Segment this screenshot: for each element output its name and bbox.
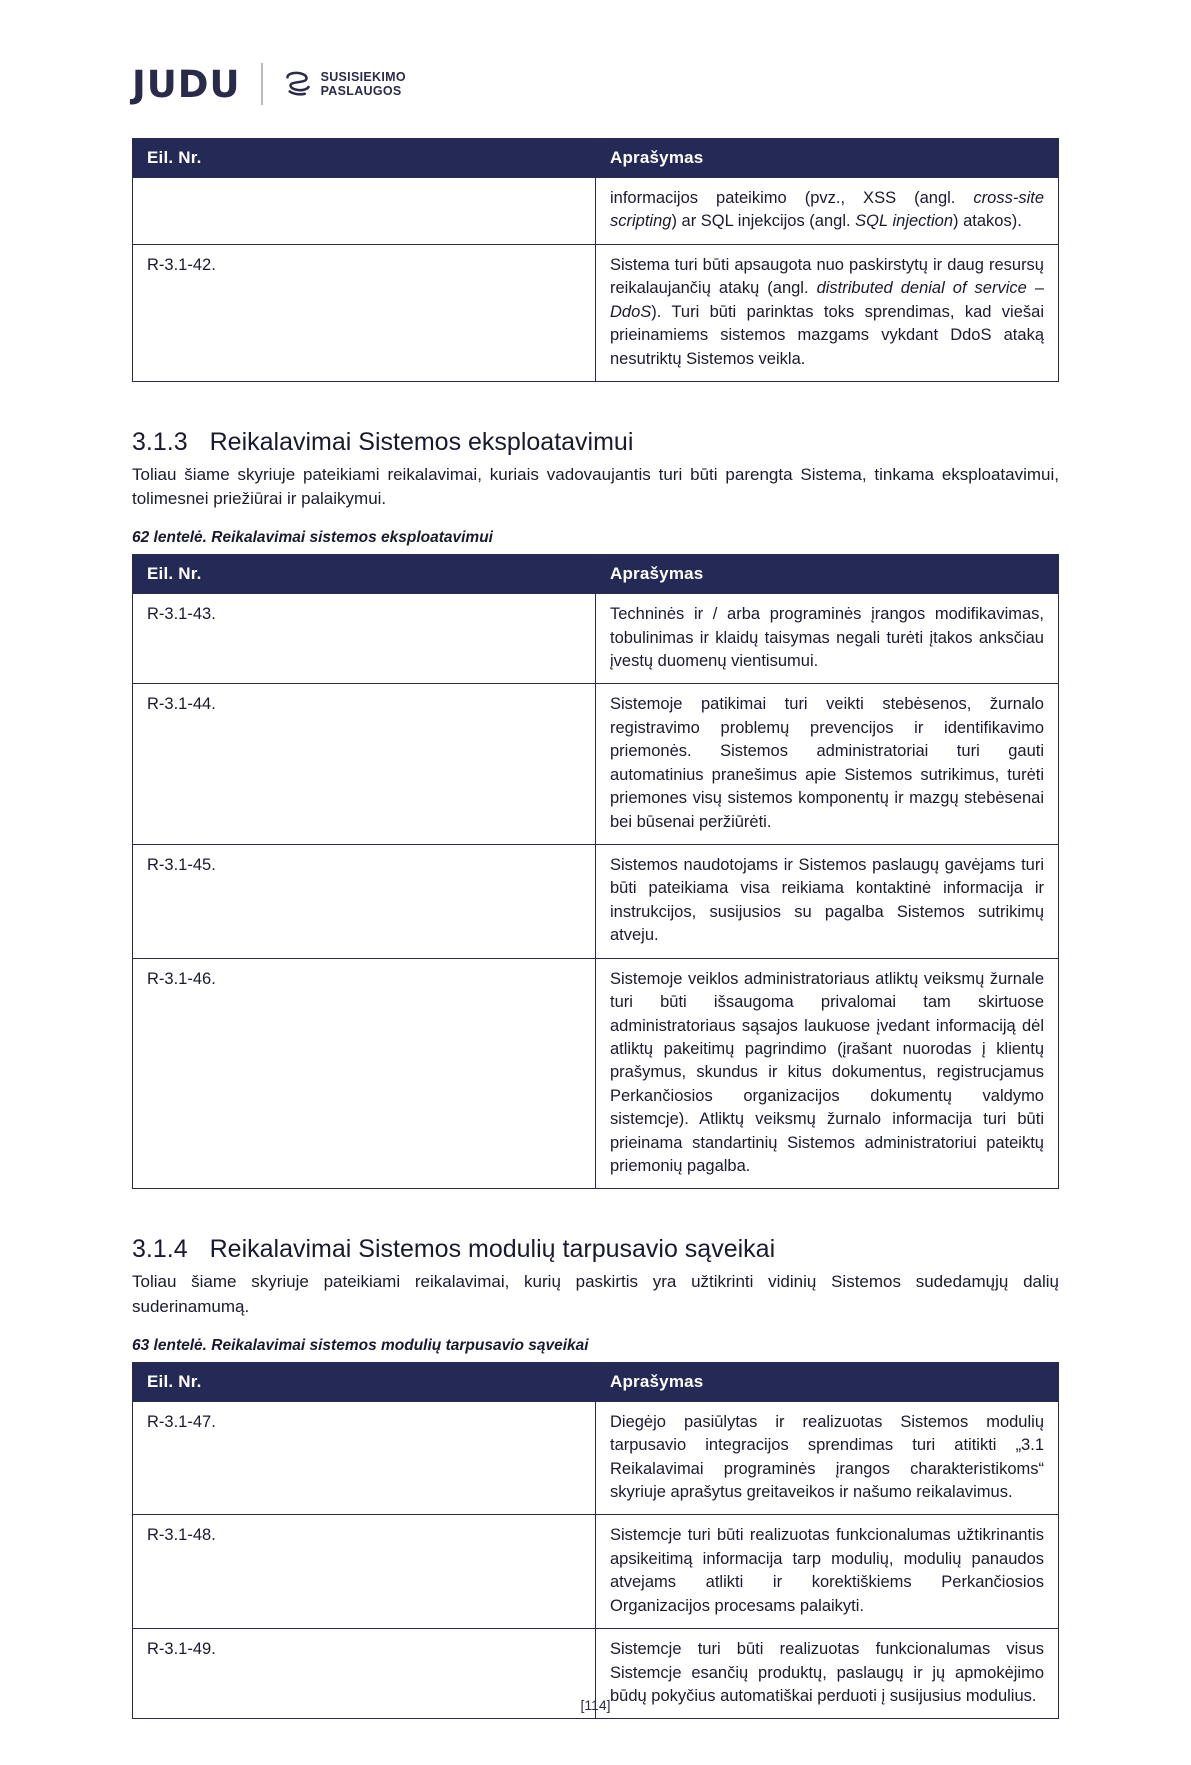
section-title: Reikalavimai Sistemos eksploatavimui [209,427,634,456]
cell-desc: Sistemoje patikimai turi veikti stebėsenos, žurnalo registravimo problemų prevencijos ir identifikavimo priemonės. Sistemos administratoriai turi gauti automatinius pranešimus apie Sistemos sutrikimus, turėti priemones visų sistemos komponentų ir mazgų stebėsenai bei būsenai peržiūrėti. [596,684,1059,845]
cell-desc: Sistemoje veiklos administratoriaus atliktų veiksmų žurnale turi būti išsaugoma privalomai tam skirtuose administratoriaus sąsajos laukuose įvedant informaciją dėl atliktų pakeitimų pagrindimo (įrašant nuorodas į klientų prašymus, skundus ir kitus dokumentus, registrucjamus Perkančiosios organizacijos dokumentų valdymo sistemcje). Atliktų veiksmų žurnalo informacija turi būti prieinama standartinių Sistemos administratoriui pateiktų priemonių pagalba. [596,958,1059,1189]
section-intro-313: Toliau šiame skyriuje pateikiami reikalavimai, kuriais vadovaujantis turi būti parengta Sistema, tinkama eksploatavimui, tolimesnei priežiūrai ir palaikymui. [132,464,1059,509]
column-header-desc: Aprašymas [596,1362,1059,1401]
section-number: 3.1.4 [132,1235,188,1264]
table-row [133,845,1059,959]
logo-divider [261,63,263,105]
requirements-table-continued [132,138,1059,382]
cell-desc: Sistema turi būti apsaugota nuo paskirstytų ir daug resursų reikalaujančių atakų (angl. distributed denial of service – DdoS). Turi būti parinktas toks sprendimas, kad viešai prieinamiems sistemos mazgams vykdant DdoS ataką nesutriktų Sistemos veikla. [596,244,1059,381]
cell-desc: Sistemcje turi būti realizuotas funkcionalumas užtikrinantis apsikeitimą informacija tarp modulių, modulių panaudos atvejams atlikti ir korektiškiems Perkančiosios Organizacijos procesams palaikyti. [596,1515,1059,1629]
table-row [133,1401,1059,1515]
page-footer [0,1697,1191,1713]
section-intro-314: Toliau šiame skyriuje pateikiami reikalavimai, kurių paskirtis yra užtikrinti vidinių Sistemos sudedamųjų dalių suderinamumą. [132,1272,1059,1316]
cell-desc: Sistemcje turi būti realizuotas funkcionalumas visus Sistemcje esančių produktų, paslaugų ir jų apmokėjimo būdų pokyčius automatiškai perduoti į susijusius modulius. [596,1629,1059,1719]
column-header-desc: Aprašymas [596,555,1059,594]
cell-nr: R-3.1-43. [133,594,596,684]
table1-body [133,178,1059,382]
table-row [133,958,1059,1189]
requirements-table-63 [132,1362,1059,1720]
section-heading-314 [132,1235,1059,1264]
cell-nr: R-3.1-47. [133,1401,596,1515]
judu-logo: JUDU [132,62,241,106]
table-header-row [133,555,1059,594]
susisiekimo-paslaugos-logo [283,69,406,99]
table-row [133,1515,1059,1629]
requirements-table-62 [132,554,1059,1189]
table-caption-63: 63 lentelė. Reikalavimai sistemos modulių tarpusavio sąveikai [132,1336,589,1354]
swoosh-icon [283,69,313,99]
column-header-nr: Eil. Nr. [133,555,596,594]
table-header-row [133,139,1059,178]
cell-desc: Sistemos naudotojams ir Sistemos paslaugų gavėjams turi būti pateikiama visa reikiama kontaktinė informacija ir instrukcijos, susijusios su pagalba Sistemos sutrikimų atveju. [596,845,1059,959]
table-row [133,244,1059,381]
cell-nr: R-3.1-49. [133,1629,596,1719]
page-number: [114] [580,1697,611,1714]
page-header [132,52,1059,116]
section-heading-313 [132,428,1059,457]
table3-body [133,1401,1059,1719]
cell-nr: R-3.1-44. [133,684,596,845]
table-row [133,594,1059,684]
cell-nr: R-3.1-42. [133,244,596,381]
sp-logo-text [321,70,406,98]
cell-nr [133,178,596,245]
sp-logo-line1: SUSISIEKIMO [320,70,406,84]
cell-nr: R-3.1-45. [133,845,596,959]
table2-body [133,594,1059,1189]
section-number: 3.1.3 [132,427,188,456]
column-header-nr: Eil. Nr. [133,1362,596,1401]
cell-desc: informacijos pateikimo (pvz., XSS (angl. cross-site scripting) ar SQL injekcijos (angl. SQL injection) atakos). [596,178,1059,245]
section-title: Reikalavimai Sistemos modulių tarpusavio sąveikai [209,1235,776,1264]
sp-logo-line2: PASLAUGOS [320,84,402,98]
column-header-desc: Aprašymas [596,139,1059,178]
table-row [133,684,1059,845]
column-header-nr: Eil. Nr. [133,139,596,178]
table-row [133,178,1059,245]
cell-desc: Techninės ir / arba programinės įrangos modifikavimas, tobulinimas ir klaidų taisymas negali turėti įtakos anksčiau įvestų duomenų vientisumui. [596,594,1059,684]
table-caption-62: 62 lentelė. Reikalavimai sistemos eksploatavimui [132,529,493,547]
table-header-row [133,1362,1059,1401]
cell-desc: Diegėjo pasiūlytas ir realizuotas Sistemos modulių tarpusavio integracijos sprendimas turi atitikti „3.1 Reikalavimai programinės įrangos charakteristikoms“ skyriuje aprašytus greitaveikos ir našumo reikalavimus. [596,1401,1059,1515]
cell-nr: R-3.1-48. [133,1515,596,1629]
cell-nr: R-3.1-46. [133,958,596,1189]
